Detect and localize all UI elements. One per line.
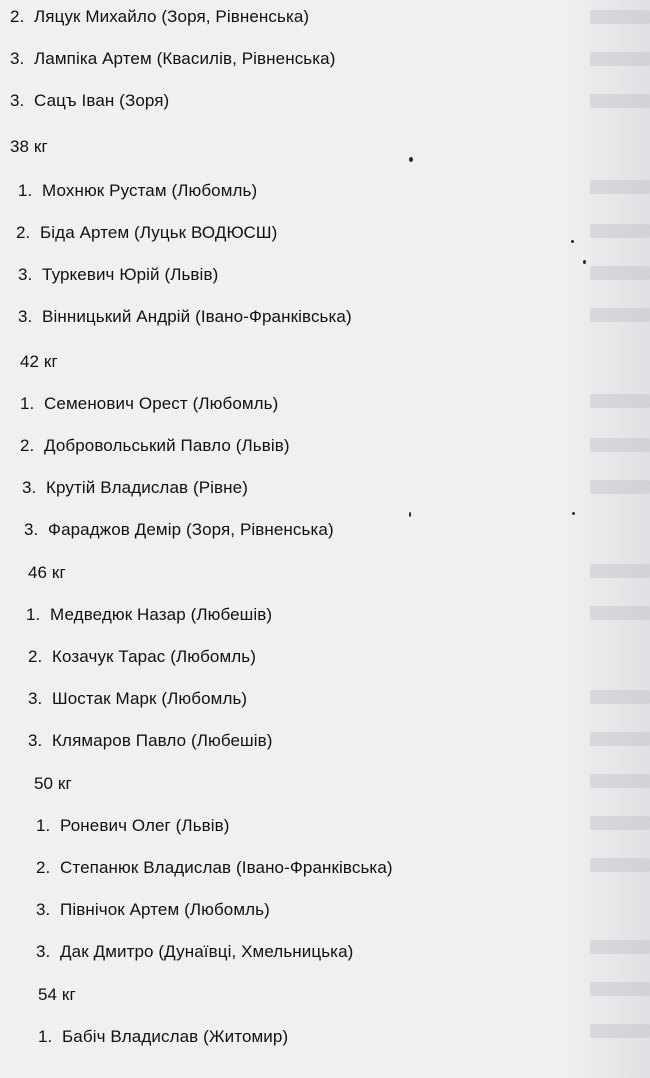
place-number: 3. xyxy=(22,478,37,497)
place-number: 2. xyxy=(10,7,25,26)
list-item xyxy=(28,689,247,709)
place-number: 2. xyxy=(16,223,31,242)
ink-speck xyxy=(572,512,575,515)
place-number: 1. xyxy=(36,816,51,835)
place-number: 3. xyxy=(28,689,43,708)
place-number: 3. xyxy=(10,49,25,68)
list-item xyxy=(20,436,290,456)
participant-name: Козачук Тарас (Любомль) xyxy=(52,647,256,666)
place-number: 1. xyxy=(18,181,33,200)
weight-category-heading: 50 кг xyxy=(34,774,72,793)
list-item xyxy=(28,731,273,751)
list-item xyxy=(36,942,353,962)
place-number: 3. xyxy=(36,942,51,961)
place-number: 3. xyxy=(10,91,25,110)
list-item xyxy=(22,478,248,498)
list-item xyxy=(10,7,309,27)
participant-name: Вінницький Андрій (Івано-Франківська) xyxy=(42,307,352,326)
place-number: 2. xyxy=(28,647,43,666)
list-item xyxy=(20,394,278,414)
weight-category-heading: 54 кг xyxy=(38,985,76,1004)
participant-name: Роневич Олег (Львів) xyxy=(60,816,230,835)
participant-name: Біда Артем (Луцьк ВОДЮСШ) xyxy=(40,223,278,242)
weight-category-heading: 42 кг xyxy=(20,352,58,371)
participant-name: Шостак Марк (Любомль) xyxy=(52,689,248,708)
place-number: 3. xyxy=(36,900,51,919)
place-number: 1. xyxy=(26,605,41,624)
participant-name: Сацъ Іван (Зоря) xyxy=(34,91,170,110)
participant-name: Добровольський Павло (Львів) xyxy=(44,436,290,455)
place-number: 3. xyxy=(28,731,43,750)
list-item xyxy=(26,605,272,625)
participant-name: Туркевич Юрій (Львів) xyxy=(42,265,219,284)
weight-category-heading: 38 кг xyxy=(10,137,48,156)
list-item xyxy=(10,91,169,111)
ink-speck xyxy=(409,157,413,162)
place-number: 2. xyxy=(20,436,35,455)
place-number: 1. xyxy=(20,394,35,413)
list-item xyxy=(36,816,230,836)
list-item xyxy=(38,1027,288,1047)
participant-name: Північок Артем (Любомль) xyxy=(60,900,270,919)
participant-name: Дак Дмитро (Дунаївці, Хмельницька) xyxy=(60,942,354,961)
participant-name: Медведюк Назар (Любешів) xyxy=(50,605,273,624)
list-item xyxy=(24,520,334,540)
list-item xyxy=(16,223,277,243)
weight-category-heading: 46 кг xyxy=(28,563,66,582)
list-item xyxy=(10,49,336,69)
list-item xyxy=(36,858,393,878)
list-item xyxy=(18,265,218,285)
place-number: 2. xyxy=(36,858,51,877)
ink-speck xyxy=(571,240,574,243)
participant-name: Крутій Владислав (Рівне) xyxy=(46,478,248,497)
ink-speck xyxy=(583,260,586,264)
participant-name: Семенович Орест (Любомль) xyxy=(44,394,279,413)
participant-name: Фараджов Демір (Зоря, Рівненська) xyxy=(48,520,334,539)
place-number: 3. xyxy=(18,265,33,284)
participant-name: Ляцук Михайло (Зоря, Рівненська) xyxy=(34,7,310,26)
participant-name: Бабіч Владислав (Житомир) xyxy=(62,1027,289,1046)
ink-speck xyxy=(409,512,411,517)
list-item xyxy=(18,181,257,201)
participant-name: Клямаров Павло (Любешів) xyxy=(52,731,273,750)
place-number: 1. xyxy=(38,1027,53,1046)
list-item xyxy=(36,900,270,920)
participant-name: Мохнюк Рустам (Любомль) xyxy=(42,181,258,200)
list-item xyxy=(18,307,352,327)
place-number: 3. xyxy=(18,307,33,326)
list-item xyxy=(28,647,256,667)
participant-name: Степанюк Владислав (Івано-Франківська) xyxy=(60,858,393,877)
place-number: 3. xyxy=(24,520,39,539)
participant-name: Лампіка Артем (Квасилів, Рівненська) xyxy=(34,49,336,68)
